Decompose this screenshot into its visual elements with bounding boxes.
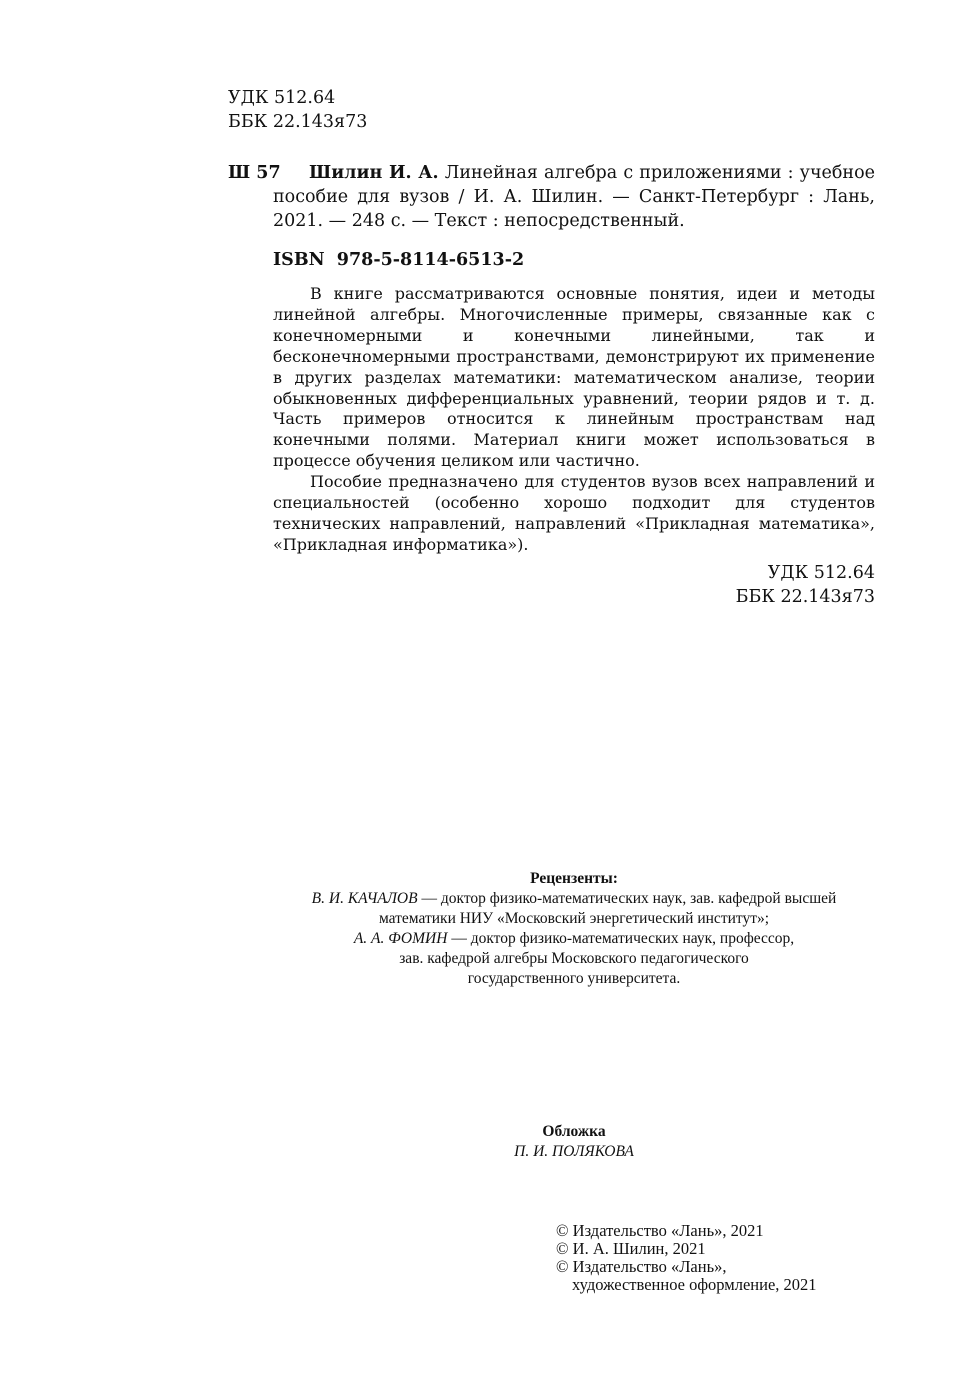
copyright-block bbox=[556, 1222, 817, 1294]
reviewers-block bbox=[273, 869, 875, 989]
reviewer-1-text: — доктор физико-математических наук, зав. кафедрой высшей bbox=[417, 890, 837, 907]
isbn: ISBN 978-5-8114-6513-2 bbox=[273, 250, 525, 270]
reviewer-2-line-3: государственного университета. bbox=[467, 970, 681, 987]
catalog-desc-line-1: Линейная алгебра с приложениями : учебное bbox=[444, 163, 875, 183]
reviewer-2-text: — доктор физико-математических наук, профессор, bbox=[447, 930, 795, 947]
reviewer-1-line-1 bbox=[273, 889, 875, 909]
catalog-first-line bbox=[309, 161, 875, 185]
catalog-desc-rest bbox=[273, 185, 875, 233]
reviewer-2-name: А. А. ФОМИН bbox=[353, 930, 448, 947]
cover-block bbox=[273, 1122, 875, 1162]
catalog-desc-line-2: пособие для вузов / И. А. Шилин. — Санкт-Петербург : Лань, bbox=[273, 187, 875, 207]
header-bbk: ББК 22.143я73 bbox=[228, 112, 368, 132]
classification-right bbox=[736, 561, 875, 609]
reviewer-1-line-2: математики НИУ «Московский энергетический институт»; bbox=[378, 910, 770, 927]
reviewer-2-line-1 bbox=[273, 929, 875, 949]
reviewer-2-line-2: зав. кафедрой алгебры Московского педагогического bbox=[399, 950, 749, 967]
copyright-line-3: © Издательство «Лань», bbox=[556, 1257, 727, 1276]
reviewer-1-name: В. И. КАЧАЛОВ bbox=[311, 890, 418, 907]
abstract bbox=[273, 284, 875, 556]
abstract-paragraph-1: В книге рассматриваются основные понятия, идеи и методы линейной алгебры. Многочисленные примеры, связанные как с конечномерными и конечными линейными, так и бесконечномерными пространствами, демонстрируют их применение в других разделах математики: математическом анализе, теории обыкновенных дифференциальных уравнений, теории рядов и т. д. Часть примеров относится к линейным пространствам над конечными полями. Материал книги может использоваться в процессе обучения целиком или частично. bbox=[273, 284, 875, 471]
header-udk: УДК 512.64 bbox=[228, 88, 336, 108]
bbk-right: ББК 22.143я73 bbox=[735, 587, 875, 607]
catalog-author: Шилин И. А. bbox=[309, 163, 439, 183]
reviewers-title: Рецензенты: bbox=[530, 870, 618, 887]
cover-artist: П. И. ПОЛЯКОВА bbox=[514, 1143, 634, 1160]
copyright-line-2: © И. А. Шилин, 2021 bbox=[556, 1239, 706, 1258]
udk-right: УДК 512.64 bbox=[767, 563, 875, 583]
cover-title: Обложка bbox=[542, 1123, 606, 1140]
abstract-paragraph-2: Пособие предназначено для студентов вузов всех направлений и специальностей (особенно хорошо подходит для студентов технических направлений, направлений «Прикладная математика», «Прикладная информатика»). bbox=[273, 472, 875, 554]
copyright-line-4: художественное оформление, 2021 bbox=[572, 1275, 817, 1294]
header-classification bbox=[228, 86, 367, 134]
catalog-desc-line-3: 2021. — 248 с. — Текст : непосредственный. bbox=[273, 211, 685, 231]
catalog-code: Ш 57 bbox=[228, 163, 281, 183]
copyright-line-1: © Издательство «Лань», 2021 bbox=[556, 1221, 764, 1240]
